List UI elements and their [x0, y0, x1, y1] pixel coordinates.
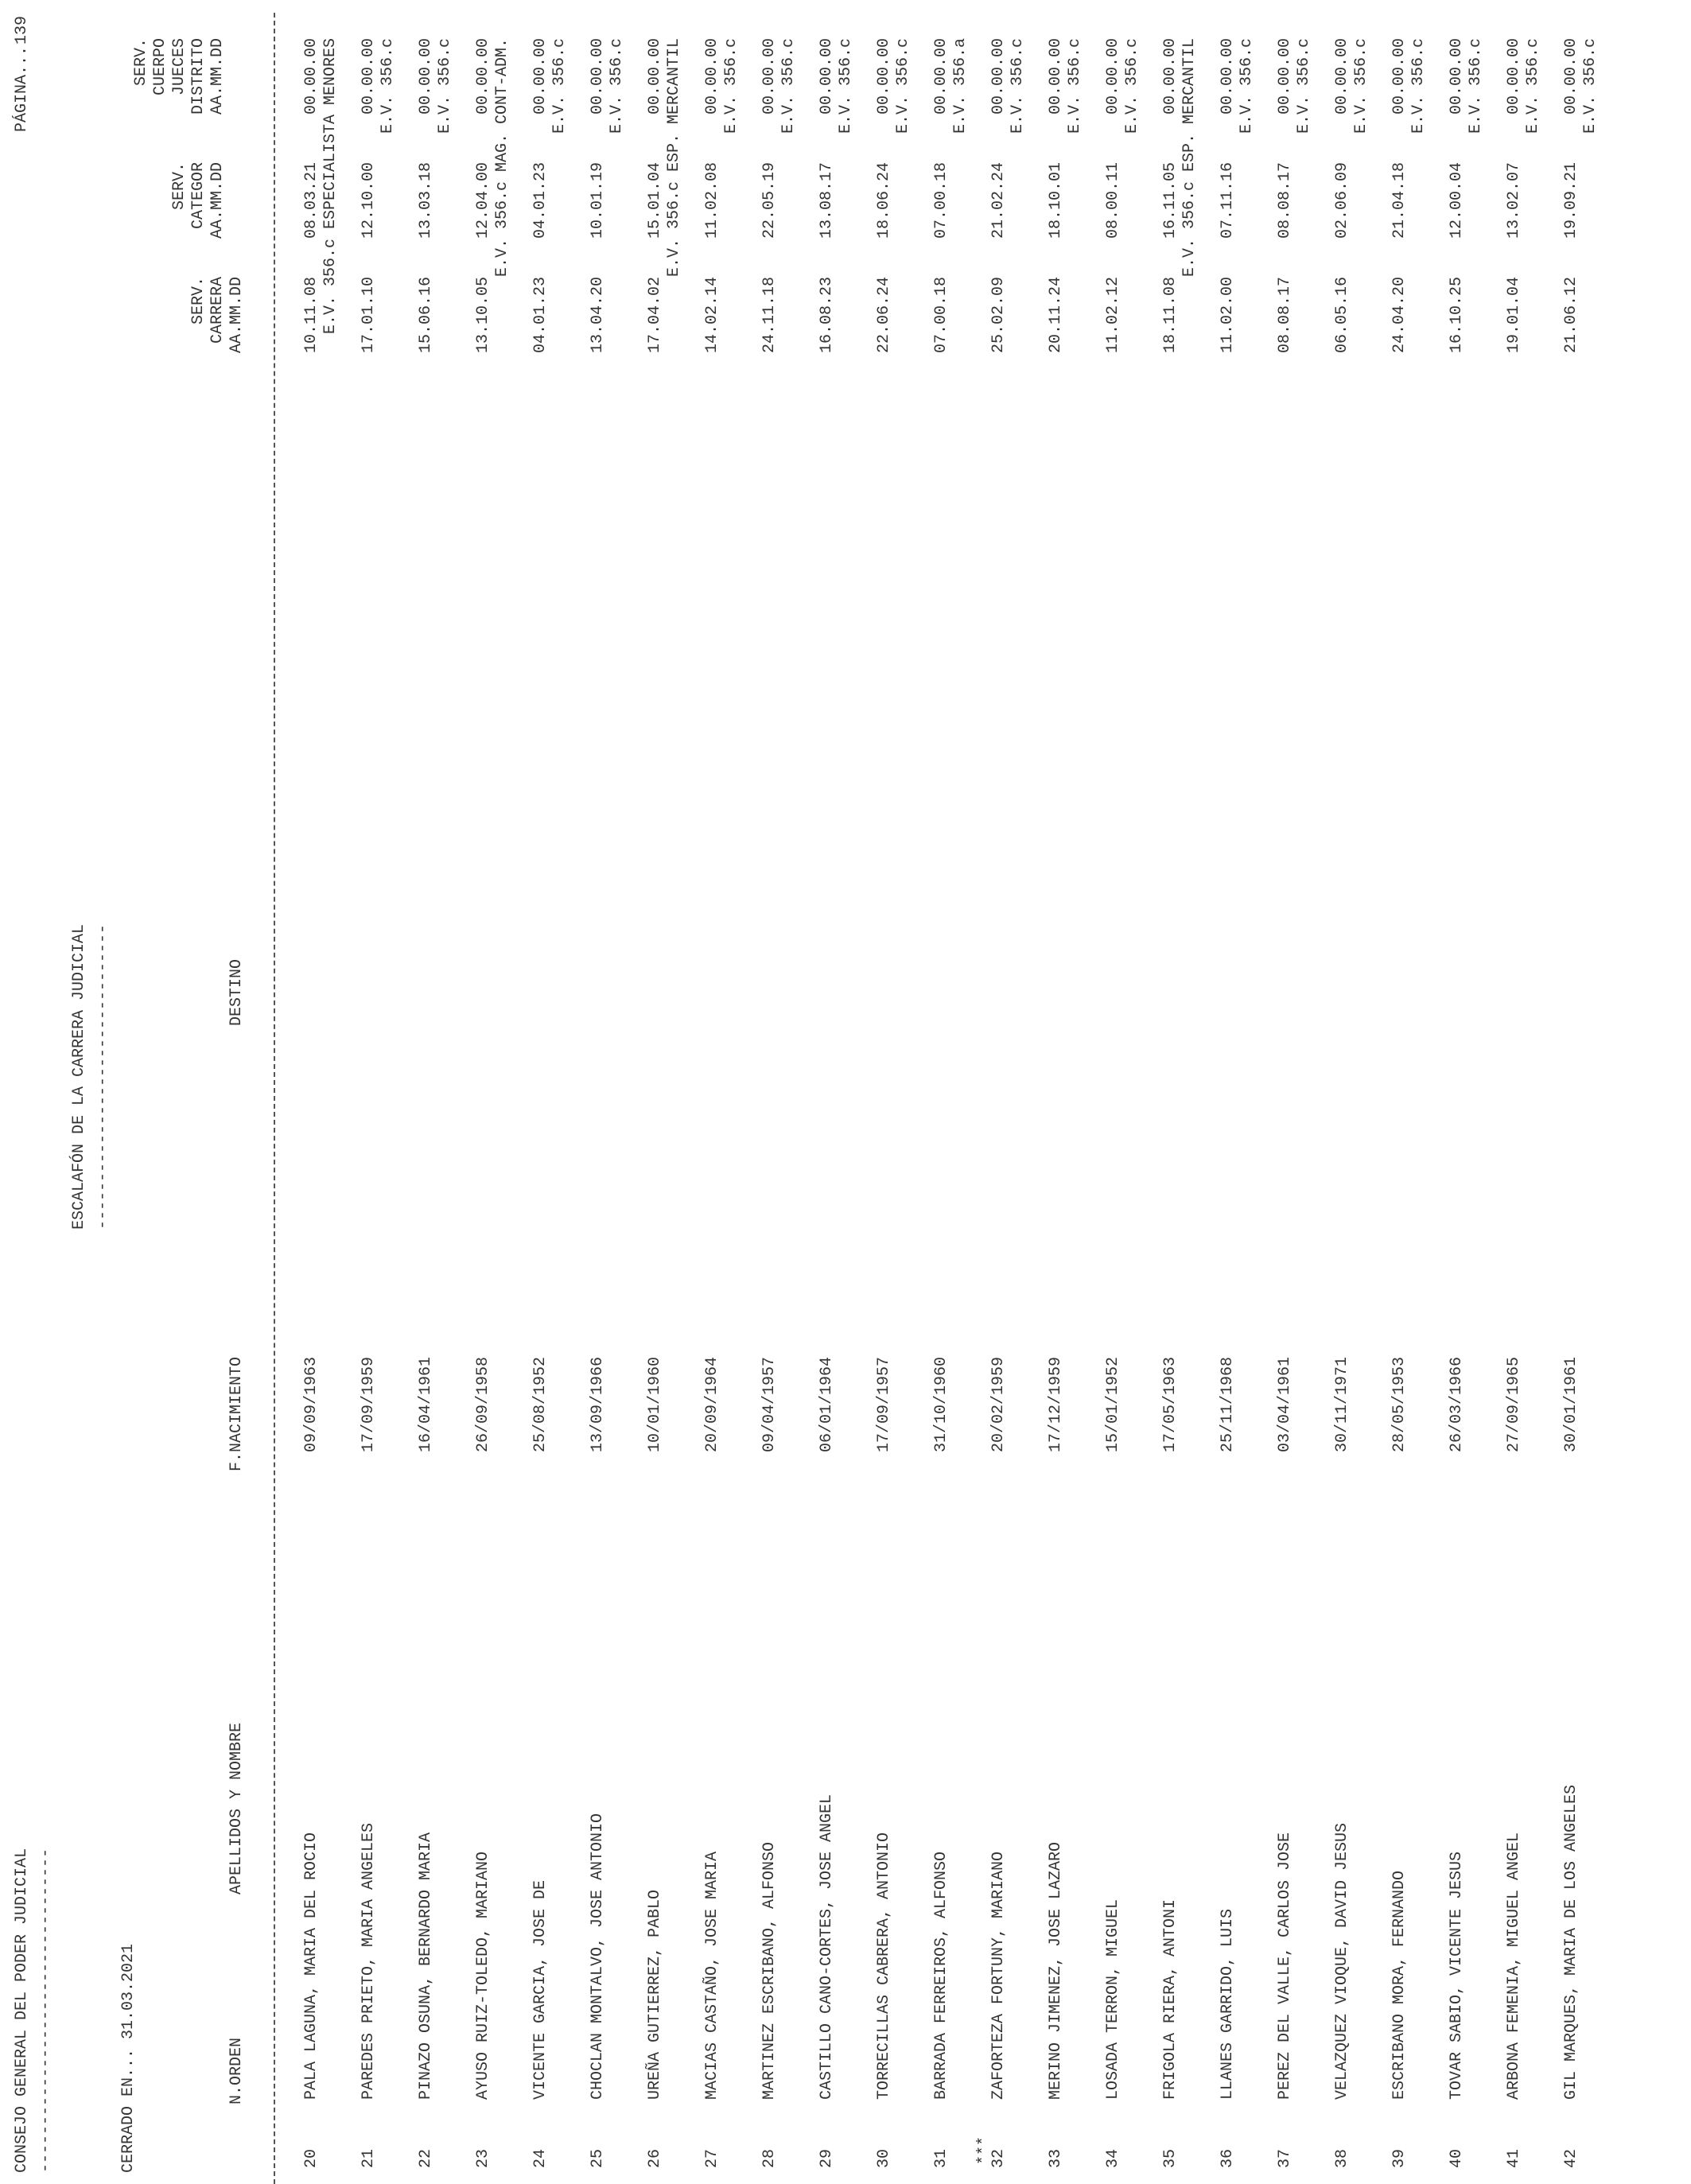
table-row: [1161, 0, 1219, 2184]
row-birth-date: 28/05/1953: [1390, 1356, 1409, 1452]
row-destino-note: E.V. 356.c MAG. CONT-ADM.: [493, 38, 511, 278]
col-header-categor-1: SERV.: [170, 162, 189, 211]
row-serv-categor: 12.04.00: [474, 162, 492, 239]
row-full-name: PAREDES PRIETO, MARIA ANGELES: [360, 1822, 378, 2100]
row-destino-note: E.V. 356.c: [722, 38, 741, 134]
col-header-categor-2: CATEGOR: [189, 162, 208, 230]
row-order-number: 34: [1104, 2148, 1122, 2168]
row-birth-date: 03/04/1961: [1276, 1356, 1294, 1452]
row-serv-categor: 07.00.18: [932, 162, 950, 239]
page-label: PÁGINA...: [13, 45, 31, 132]
row-full-name: LOSADA TERRON, MIGUEL: [1104, 1898, 1122, 2100]
row-mark: ***: [975, 2135, 993, 2165]
row-destino-note: E.V. 356.c ESPECIALISTA MENORES: [321, 38, 340, 335]
table-row: [1104, 0, 1161, 2184]
table-row: [703, 0, 760, 2184]
row-serv-distrito: 00.00.00: [1333, 38, 1351, 115]
row-destino-note: E.V. 356.c: [550, 38, 569, 134]
row-serv-distrito: 00.00.00: [1104, 38, 1122, 115]
row-destino-note: E.V. 356.c: [436, 38, 454, 134]
row-full-name: FRIGOLA RIERA, ANTONI: [1161, 1898, 1180, 2100]
closing-date: CERRADO EN... 31.03.2021: [119, 1943, 138, 2173]
table-row: [360, 0, 417, 2184]
page-number: 139: [13, 15, 31, 45]
row-destino-note: E.V. 356.c: [894, 38, 912, 134]
row-birth-date: 16/04/1961: [417, 1356, 435, 1452]
row-full-name: PALA LAGUNA, MARIA DEL ROCIO: [302, 1832, 321, 2100]
table-row: [589, 0, 646, 2184]
row-order-number: 30: [875, 2148, 893, 2168]
row-serv-categor: 13.02.07: [1505, 162, 1523, 239]
row-serv-carrera: 25.02.09: [989, 277, 1008, 354]
org-name: CONSEJO GENERAL DEL PODER JUDICIAL: [13, 1848, 31, 2173]
row-order-number: 24: [531, 2148, 550, 2168]
table-row: [1562, 0, 1619, 2184]
row-full-name: VELAZQUEZ VIOQUE, DAVID JESUS: [1333, 1822, 1351, 2100]
table-row: [1047, 0, 1104, 2184]
row-destino-note: E.V. 356.a: [951, 38, 970, 134]
row-serv-carrera: 21.06.12: [1562, 277, 1580, 354]
row-birth-date: 25/08/1952: [531, 1356, 550, 1452]
row-serv-distrito: 00.00.00: [1161, 38, 1180, 115]
row-destino-note: E.V. 356.c: [779, 38, 798, 134]
table-row: [760, 0, 818, 2184]
row-full-name: MACIAS CASTAÑO, JOSE MARIA: [703, 1851, 721, 2100]
row-serv-categor: 02.06.09: [1333, 162, 1351, 239]
table-row: [975, 0, 1047, 2184]
row-full-name: MERINO JIMENEZ, JOSE LAZARO: [1047, 1841, 1065, 2100]
col-header-distrito-5: AA.MM.DD: [208, 38, 227, 115]
col-header-carrera-3: AA.MM.DD: [227, 277, 246, 354]
row-birth-date: 06/01/1964: [818, 1356, 836, 1452]
row-serv-categor: 11.02.08: [703, 162, 721, 239]
col-header-categor-3: AA.MM.DD: [208, 162, 227, 239]
row-destino-note: E.V. 356.c: [1581, 38, 1600, 134]
row-birth-date: 20/09/1964: [703, 1356, 721, 1452]
row-full-name: ARBONA FEMENIA, MIGUEL ANGEL: [1505, 1832, 1523, 2100]
row-full-name: ESCRIBANO MORA, FERNANDO: [1390, 1870, 1409, 2100]
row-birth-date: 10/01/1960: [646, 1356, 664, 1452]
row-birth-date: 26/09/1958: [474, 1356, 492, 1452]
table-row: [1333, 0, 1390, 2184]
row-birth-date: 27/09/1965: [1505, 1356, 1523, 1452]
row-order-number: 42: [1562, 2148, 1580, 2168]
row-serv-distrito: 00.00.00: [531, 38, 550, 115]
col-header-distrito-2: CUERPO: [151, 38, 169, 96]
row-order-number: 35: [1161, 2148, 1180, 2168]
row-full-name: BARRADA FERREIROS, ALFONSO: [932, 1851, 950, 2100]
row-full-name: ZAFORTEZA FORTUNY, MARIANO: [989, 1851, 1008, 2100]
row-serv-distrito: 00.00.00: [589, 38, 607, 115]
row-destino-note: E.V. 356.c: [1524, 38, 1542, 134]
row-birth-date: 09/09/1963: [302, 1356, 321, 1452]
row-serv-carrera: 18.11.08: [1161, 277, 1180, 354]
row-order-number: 31: [932, 2148, 950, 2168]
row-order-number: 27: [703, 2148, 721, 2168]
row-full-name: UREÑA GUTIERREZ, PABLO: [646, 1889, 664, 2100]
row-serv-categor: 21.04.18: [1390, 162, 1409, 239]
row-full-name: MARTINEZ ESCRIBANO, ALFONSO: [760, 1841, 779, 2100]
row-serv-distrito: 00.00.00: [932, 38, 950, 115]
row-serv-categor: 18.06.24: [875, 162, 893, 239]
row-serv-distrito: 00.00.00: [1390, 38, 1409, 115]
row-destino-note: E.V. 356.c: [1352, 38, 1370, 134]
title-underline: --------------------------------: [94, 923, 112, 1230]
row-serv-carrera: 16.10.25: [1448, 277, 1466, 354]
row-serv-distrito: 00.00.00: [417, 38, 435, 115]
row-order-number: 38: [1333, 2148, 1351, 2168]
row-serv-carrera: 07.00.18: [932, 277, 950, 354]
row-full-name: PEREZ DEL VALLE, CARLOS JOSE: [1276, 1832, 1294, 2100]
row-serv-carrera: 20.11.24: [1047, 277, 1065, 354]
row-order-number: 39: [1390, 2148, 1409, 2168]
row-serv-carrera: 16.08.23: [818, 277, 836, 354]
row-destino-note: E.V. 356.c: [1295, 38, 1313, 134]
row-serv-carrera: 04.01.23: [531, 277, 550, 354]
table-row: [1448, 0, 1505, 2184]
table-row: [1276, 0, 1333, 2184]
table-row: [302, 0, 360, 2184]
table-row: [531, 0, 589, 2184]
row-serv-categor: 15.01.04: [646, 162, 664, 239]
col-header-distrito-1: SERV.: [132, 38, 150, 87]
row-full-name: TORRECILLAS CABRERA, ANTONIO: [875, 1832, 893, 2100]
row-serv-carrera: 17.04.02: [646, 277, 664, 354]
table-row: [474, 0, 531, 2184]
row-serv-distrito: 00.00.00: [360, 38, 378, 115]
row-serv-distrito: 00.00.00: [302, 38, 321, 115]
row-order-number: 25: [589, 2148, 607, 2168]
document-title: ESCALAFÓN DE LA CARRERA JUDICIAL: [70, 923, 88, 1230]
row-serv-carrera: 11.02.12: [1104, 277, 1122, 354]
row-serv-distrito: 00.00.00: [1562, 38, 1580, 115]
row-serv-distrito: 00.00.00: [760, 38, 779, 115]
row-serv-carrera: 24.04.20: [1390, 277, 1409, 354]
row-birth-date: 13/09/1966: [589, 1356, 607, 1452]
row-serv-distrito: 00.00.00: [703, 38, 721, 115]
row-serv-carrera: 14.02.14: [703, 277, 721, 354]
col-header-orden: N.ORDEN: [227, 2037, 246, 2104]
row-order-number: 29: [818, 2148, 836, 2168]
row-destino-note: E.V. 356.c: [1123, 38, 1141, 134]
row-birth-date: 09/04/1957: [760, 1356, 779, 1452]
row-destino-note: E.V. 356.c ESP. MERCANTIL: [665, 38, 683, 278]
row-destino-note: E.V. 356.c: [379, 38, 397, 134]
row-serv-distrito: 00.00.00: [1505, 38, 1523, 115]
row-serv-carrera: 19.01.04: [1505, 277, 1523, 354]
row-serv-carrera: 11.02.00: [1219, 277, 1237, 354]
row-serv-distrito: 00.00.00: [875, 38, 893, 115]
row-serv-categor: 12.00.04: [1448, 162, 1466, 239]
row-full-name: CASTILLO CANO-CORTES, JOSE ANGEL: [818, 1793, 836, 2100]
row-order-number: 26: [646, 2148, 664, 2168]
row-serv-categor: 19.09.21: [1562, 162, 1580, 239]
col-header-nacimiento: F.NACIMIENTO: [227, 1356, 246, 1471]
row-order-number: 20: [302, 2148, 321, 2168]
row-serv-distrito: 00.00.00: [1219, 38, 1237, 115]
row-serv-distrito: 00.00.00: [1448, 38, 1466, 115]
row-birth-date: 20/02/1959: [989, 1356, 1008, 1452]
row-serv-categor: 12.10.00: [360, 162, 378, 239]
row-birth-date: 30/01/1961: [1562, 1356, 1580, 1452]
org-underline: ----------------------------------: [37, 1848, 55, 2173]
row-serv-categor: 13.08.17: [818, 162, 836, 239]
row-order-number: 40: [1448, 2148, 1466, 2168]
row-serv-carrera: 22.06.24: [875, 277, 893, 354]
row-serv-distrito: 00.00.00: [989, 38, 1008, 115]
row-serv-carrera: 15.06.16: [417, 277, 435, 354]
row-order-number: 41: [1505, 2148, 1523, 2168]
table-row: [1390, 0, 1448, 2184]
row-serv-carrera: 06.05.16: [1333, 277, 1351, 354]
row-destino-note: E.V. 356.c: [608, 38, 626, 134]
row-birth-date: 26/03/1966: [1448, 1356, 1466, 1452]
row-destino-note: E.V. 356.c: [1066, 38, 1084, 134]
row-birth-date: 15/01/1952: [1104, 1356, 1122, 1452]
table-row: [646, 0, 703, 2184]
row-order-number: 21: [360, 2148, 378, 2168]
row-birth-date: 17/09/1957: [875, 1356, 893, 1452]
row-full-name: PINAZO OSUNA, BERNARDO MARIA: [417, 1832, 435, 2100]
row-full-name: CHOCLAN MONTALVO, JOSE ANTONIO: [589, 1813, 607, 2100]
row-serv-categor: 07.11.16: [1219, 162, 1237, 239]
row-birth-date: 17/05/1963: [1161, 1356, 1180, 1452]
row-serv-categor: 08.03.21: [302, 162, 321, 239]
table-row: [875, 0, 932, 2184]
row-order-number: 37: [1276, 2148, 1294, 2168]
table-row: [417, 0, 474, 2184]
row-serv-categor: 22.05.19: [760, 162, 779, 239]
row-order-number: 23: [474, 2148, 492, 2168]
col-header-distrito-3: JUECES: [170, 38, 189, 96]
table-row: [1219, 0, 1276, 2184]
row-birth-date: 30/11/1971: [1333, 1356, 1351, 1452]
row-full-name: GIL MARQUES, MARIA DE LOS ANGELES: [1562, 1784, 1580, 2100]
header-rule: [274, 13, 275, 2184]
row-birth-date: 31/10/1960: [932, 1356, 950, 1452]
col-header-carrera-2: CARRERA: [208, 277, 227, 344]
row-order-number: 36: [1219, 2148, 1237, 2168]
row-order-number: 32: [989, 2148, 1008, 2168]
row-serv-categor: 08.08.17: [1276, 162, 1294, 239]
table-row: [818, 0, 875, 2184]
col-header-carrera-1: SERV.: [189, 277, 208, 325]
row-full-name: TOVAR SABIO, VICENTE JESUS: [1448, 1851, 1466, 2100]
row-serv-distrito: 00.00.00: [1047, 38, 1065, 115]
row-full-name: VICENTE GARCIA, JOSE DE: [531, 1879, 550, 2100]
row-full-name: LLANES GARRIDO, LUIS: [1219, 1908, 1237, 2100]
row-serv-categor: 13.03.18: [417, 162, 435, 239]
row-serv-categor: 18.10.01: [1047, 162, 1065, 239]
row-serv-categor: 08.00.11: [1104, 162, 1122, 239]
row-serv-categor: 10.01.19: [589, 162, 607, 239]
row-birth-date: 17/09/1959: [360, 1356, 378, 1452]
row-serv-categor: 16.11.05: [1161, 162, 1180, 239]
row-serv-categor: 04.01.23: [531, 162, 550, 239]
row-serv-distrito: 00.00.00: [474, 38, 492, 115]
row-serv-distrito: 00.00.00: [818, 38, 836, 115]
row-serv-carrera: 24.11.18: [760, 277, 779, 354]
row-destino-note: E.V. 356.c: [1009, 38, 1027, 134]
row-birth-date: 25/11/1968: [1219, 1356, 1237, 1452]
row-serv-carrera: 17.01.10: [360, 277, 378, 354]
row-serv-distrito: 00.00.00: [1276, 38, 1294, 115]
row-destino-note: E.V. 356.c: [1467, 38, 1485, 134]
row-destino-note: E.V. 356.c: [837, 38, 855, 134]
row-destino-note: E.V. 356.c: [1238, 38, 1256, 134]
row-full-name: AYUSO RUIZ-TOLEDO, MARIANO: [474, 1851, 492, 2100]
row-serv-carrera: 08.08.17: [1276, 277, 1294, 354]
row-serv-carrera: 13.04.20: [589, 277, 607, 354]
row-destino-note: E.V. 356.c ESP. MERCANTIL: [1180, 38, 1199, 278]
row-serv-carrera: 13.10.05: [474, 277, 492, 354]
row-serv-categor: 21.02.24: [989, 162, 1008, 239]
row-order-number: 28: [760, 2148, 779, 2168]
col-header-nombre: APELLIDOS Y NOMBRE: [227, 1722, 246, 1894]
row-serv-carrera: 10.11.08: [302, 277, 321, 354]
row-destino-note: E.V. 356.c: [1409, 38, 1428, 134]
row-order-number: 33: [1047, 2148, 1065, 2168]
col-header-distrito-4: DISTRITO: [189, 38, 208, 115]
table-row: [1505, 0, 1562, 2184]
table-row: [932, 0, 989, 2184]
row-birth-date: 17/12/1959: [1047, 1356, 1065, 1452]
row-order-number: 22: [417, 2148, 435, 2168]
col-header-destino: DESTINO: [227, 958, 246, 1026]
row-serv-distrito: 00.00.00: [646, 38, 664, 115]
